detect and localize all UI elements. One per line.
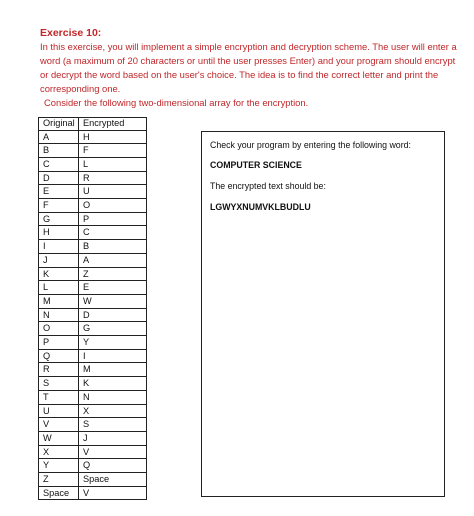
header-encrypted: Encrypted xyxy=(79,118,147,131)
table-row xyxy=(39,226,147,240)
cell-original: M xyxy=(39,294,79,308)
table-row xyxy=(39,486,147,500)
cell-original: I xyxy=(39,240,79,254)
cell-original: D xyxy=(39,171,79,185)
table-header-row xyxy=(39,118,147,131)
cell-encrypted: W xyxy=(79,294,147,308)
cell-original: Y xyxy=(39,459,79,473)
cell-original: Q xyxy=(39,349,79,363)
result-label: The encrypted text should be: xyxy=(210,181,326,191)
cell-original: X xyxy=(39,445,79,459)
encryption-table xyxy=(38,117,147,500)
cell-original: F xyxy=(39,199,79,213)
table-row xyxy=(39,363,147,377)
header-original: Original xyxy=(39,118,79,131)
consider-text: Consider the following two-dimensional array for the encryption. xyxy=(44,97,309,108)
cell-encrypted: O xyxy=(79,199,147,213)
cell-encrypted: P xyxy=(79,212,147,226)
cell-original: H xyxy=(39,226,79,240)
table-row xyxy=(39,199,147,213)
cell-encrypted: X xyxy=(79,404,147,418)
table-row xyxy=(39,281,147,295)
cell-encrypted: K xyxy=(79,377,147,391)
table-row xyxy=(39,144,147,158)
cell-encrypted: N xyxy=(79,390,147,404)
table-row xyxy=(39,459,147,473)
cell-encrypted: U xyxy=(79,185,147,199)
table-row xyxy=(39,267,147,281)
cell-original: Space xyxy=(39,486,79,500)
cell-original: U xyxy=(39,404,79,418)
cell-encrypted: V xyxy=(79,486,147,500)
table-row xyxy=(39,130,147,144)
table-row xyxy=(39,185,147,199)
cell-encrypted: J xyxy=(79,431,147,445)
cell-encrypted: F xyxy=(79,144,147,158)
exercise-description: In this exercise, you will implement a simple encryption and decryption scheme. The user will enter a word (a maximum of 20 characters or until the user presses Enter) and your program should encrypt or decrypt the word based on the user's choice. The idea is to find the correct letter and print the corresponding one. xyxy=(40,41,457,94)
cell-original: W xyxy=(39,431,79,445)
cell-encrypted: B xyxy=(79,240,147,254)
cell-original: K xyxy=(39,267,79,281)
cell-encrypted: R xyxy=(79,171,147,185)
cell-encrypted: M xyxy=(79,363,147,377)
table-row xyxy=(39,431,147,445)
encryption-table-body xyxy=(39,130,147,500)
table-row xyxy=(39,253,147,267)
cell-encrypted: V xyxy=(79,445,147,459)
cell-encrypted: L xyxy=(79,157,147,171)
cell-encrypted: S xyxy=(79,418,147,432)
table-row xyxy=(39,294,147,308)
table-row xyxy=(39,473,147,487)
table-row xyxy=(39,308,147,322)
table-row xyxy=(39,390,147,404)
cell-encrypted: Space xyxy=(79,473,147,487)
cell-encrypted: Z xyxy=(79,267,147,281)
table-row xyxy=(39,322,147,336)
table-row xyxy=(39,404,147,418)
exercise-title: Exercise 10: xyxy=(40,27,102,39)
cell-encrypted: C xyxy=(79,226,147,240)
cell-original: N xyxy=(39,308,79,322)
check-word: COMPUTER SCIENCE xyxy=(210,160,302,170)
cell-original: A xyxy=(39,130,79,144)
table-row xyxy=(39,445,147,459)
cell-encrypted: H xyxy=(79,130,147,144)
check-instruction: Check your program by entering the following word: xyxy=(210,140,411,150)
table-row xyxy=(39,171,147,185)
table-row xyxy=(39,377,147,391)
check-box xyxy=(201,131,445,497)
table-row xyxy=(39,240,147,254)
table-row xyxy=(39,418,147,432)
cell-original: B xyxy=(39,144,79,158)
cell-encrypted: E xyxy=(79,281,147,295)
table-row xyxy=(39,157,147,171)
cell-original: V xyxy=(39,418,79,432)
cell-original: E xyxy=(39,185,79,199)
cell-encrypted: Y xyxy=(79,336,147,350)
cell-original: L xyxy=(39,281,79,295)
encrypted-result: LGWYXNUMVKLBUDLU xyxy=(210,202,311,212)
cell-original: P xyxy=(39,336,79,350)
cell-encrypted: Q xyxy=(79,459,147,473)
cell-original: R xyxy=(39,363,79,377)
cell-original: G xyxy=(39,212,79,226)
table-row xyxy=(39,336,147,350)
cell-original: Z xyxy=(39,473,79,487)
cell-original: T xyxy=(39,390,79,404)
cell-original: J xyxy=(39,253,79,267)
cell-encrypted: D xyxy=(79,308,147,322)
cell-encrypted: G xyxy=(79,322,147,336)
cell-original: S xyxy=(39,377,79,391)
table-row xyxy=(39,212,147,226)
table-row xyxy=(39,349,147,363)
cell-encrypted: A xyxy=(79,253,147,267)
cell-encrypted: I xyxy=(79,349,147,363)
cell-original: C xyxy=(39,157,79,171)
cell-original: O xyxy=(39,322,79,336)
